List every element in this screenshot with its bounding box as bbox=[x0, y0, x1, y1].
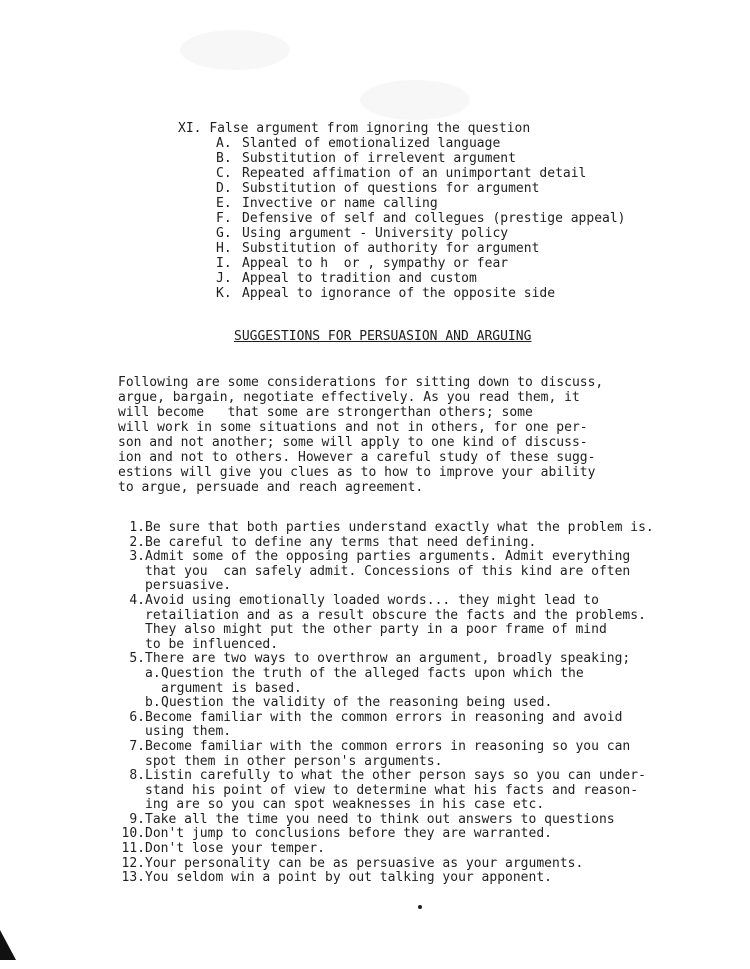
outline-section bbox=[178, 121, 626, 301]
scan-smudge bbox=[360, 80, 470, 120]
suggestion-line: Admit some of the opposing parties arguments. Admit everything bbox=[145, 549, 631, 565]
outline-item-letter: K. bbox=[216, 286, 232, 301]
suggestion-number: 2. bbox=[129, 534, 145, 550]
suggestion-number: 7. bbox=[129, 738, 145, 754]
suggestions-list bbox=[114, 521, 654, 886]
outline-item-text: Invective or name calling bbox=[242, 196, 438, 211]
suggestion-number: 3. bbox=[129, 549, 145, 565]
suggestion-text bbox=[145, 594, 646, 652]
sub-suggestion-line: argument is based. bbox=[161, 680, 302, 696]
suggestion-item bbox=[114, 711, 654, 740]
suggestion-item bbox=[114, 871, 654, 886]
intro-line: estions will give you clues as to how to improve your ability bbox=[118, 465, 596, 480]
outline-list bbox=[178, 136, 626, 301]
suggestion-line: Don't lose your temper. bbox=[145, 841, 326, 857]
suggestion-item bbox=[114, 652, 654, 710]
outline-item-letter: E. bbox=[216, 196, 232, 211]
suggestion-line: persuasive. bbox=[145, 578, 232, 594]
suggestion-line: stand his point of view to determine what his facts and reason- bbox=[145, 782, 639, 798]
outline-item-letter: F. bbox=[216, 211, 232, 226]
outline-item-text: Substitution of irrelevent argument bbox=[242, 151, 516, 166]
suggestion-item bbox=[114, 594, 654, 652]
intro-line: Following are some considerations for sitting down to discuss, bbox=[118, 375, 604, 390]
outline-item bbox=[216, 151, 626, 166]
sub-suggestion-line: Question the validity of the reasoning being used. bbox=[161, 695, 553, 711]
suggestion-line: Be careful to define any terms that need defining. bbox=[145, 534, 537, 550]
outline-item-text: Slanted of emotionalized language bbox=[242, 136, 501, 151]
scan-smudge bbox=[180, 30, 290, 70]
outline-item-text: Appeal to ignorance of the opposite side bbox=[242, 286, 556, 301]
outline-item-text: Substitution of authority for argument bbox=[242, 241, 540, 256]
intro-line: ion and not to others. However a careful study of these sugg- bbox=[118, 450, 596, 465]
outline-item-letter: G. bbox=[216, 226, 232, 241]
outline-item-letter: A. bbox=[216, 136, 232, 151]
suggestion-line: ing are so you can spot weaknesses in his case etc. bbox=[145, 797, 545, 813]
outline-numeral: XI. bbox=[178, 121, 202, 136]
suggestion-number: 5. bbox=[129, 651, 145, 667]
suggestion-number: 4. bbox=[129, 592, 145, 608]
suggestion-text bbox=[145, 813, 615, 828]
suggestion-number: 6. bbox=[129, 709, 145, 725]
suggestion-number: 1. bbox=[129, 520, 145, 535]
outline-item bbox=[216, 211, 626, 226]
suggestion-text bbox=[145, 550, 630, 594]
outline-item-letter: B. bbox=[216, 151, 232, 166]
suggestion-line: Take all the time you need to think out answers to questions bbox=[145, 811, 615, 827]
outline-item bbox=[216, 226, 626, 241]
suggestion-item bbox=[114, 813, 654, 828]
suggestion-text bbox=[145, 769, 646, 813]
corner-mark bbox=[0, 930, 16, 960]
suggestion-item bbox=[114, 550, 654, 594]
section-heading: SUGGESTIONS FOR PERSUASION AND ARGUING bbox=[234, 329, 532, 344]
suggestion-text bbox=[145, 740, 630, 769]
suggestion-line: Avoid using emotionally loaded words... they might lead to bbox=[145, 592, 599, 608]
suggestion-item bbox=[114, 857, 654, 872]
suggestion-item bbox=[114, 769, 654, 813]
outline-item bbox=[216, 256, 626, 271]
suggestion-text bbox=[145, 652, 630, 710]
intro-line: son and not another; some will apply to one kind of discuss- bbox=[118, 435, 588, 450]
suggestion-number: 9. bbox=[129, 811, 145, 827]
suggestion-number: 10. bbox=[121, 826, 145, 842]
outline-heading bbox=[178, 121, 626, 136]
outline-item-text: Using argument - University policy bbox=[242, 226, 509, 241]
outline-item bbox=[216, 136, 626, 151]
suggestion-line: They also might put the other party in a poor frame of mind bbox=[145, 622, 607, 638]
suggestion-line: retailiation and as a result obscure the facts and the problems. bbox=[145, 607, 646, 623]
sub-suggestion-line: Question the truth of the alleged facts upon which the bbox=[161, 665, 584, 681]
suggestion-number: 11. bbox=[121, 841, 145, 857]
intro-line: to argue, persuade and reach agreement. bbox=[118, 480, 424, 495]
outline-item-letter: D. bbox=[216, 181, 232, 196]
suggestion-line: Your personality can be as persuasive as your arguments. bbox=[145, 855, 584, 871]
suggestion-line: Listin carefully to what the other person says so you can under- bbox=[145, 768, 646, 784]
suggestion-item bbox=[114, 842, 654, 857]
sub-suggestion-letter: a. bbox=[145, 665, 161, 681]
suggestion-text bbox=[145, 536, 536, 551]
suggestion-number: 8. bbox=[129, 768, 145, 784]
outline-item-letter: I. bbox=[216, 256, 232, 271]
suggestion-line: to be influenced. bbox=[145, 636, 279, 652]
outline-item bbox=[216, 241, 626, 256]
suggestion-item bbox=[114, 521, 654, 536]
suggestion-item bbox=[114, 827, 654, 842]
sub-suggestion-text bbox=[161, 696, 552, 711]
suggestion-item bbox=[114, 740, 654, 769]
intro-paragraph bbox=[118, 375, 603, 495]
outline-item-letter: J. bbox=[216, 271, 232, 286]
suggestion-line: Become familiar with the common errors in reasoning and avoid bbox=[145, 709, 623, 725]
suggestion-number: 13. bbox=[121, 870, 145, 886]
outline-title: False argument from ignoring the question bbox=[209, 121, 531, 136]
suggestion-line: using them. bbox=[145, 724, 232, 740]
intro-line: argue, bargain, negotiate effectively. As you read them, it bbox=[118, 390, 580, 405]
outline-item bbox=[216, 286, 626, 301]
suggestion-line: that you can safely admit. Concessions of this kind are often bbox=[145, 563, 631, 579]
sub-suggestion bbox=[145, 696, 630, 711]
outline-item-text: Appeal to tradition and custom bbox=[242, 271, 477, 286]
suggestion-line: Be sure that both parties understand exactly what the problem is. bbox=[145, 520, 654, 535]
suggestion-text bbox=[145, 521, 654, 536]
suggestion-text bbox=[145, 827, 552, 842]
intro-line: will work in some situations and not in others, for one per- bbox=[118, 420, 588, 435]
suggestion-line: There are two ways to overthrow an argument, broadly speaking; bbox=[145, 651, 631, 667]
outline-item bbox=[216, 166, 626, 181]
outline-item-text: Repeated affimation of an unimportant detail bbox=[242, 166, 587, 181]
suggestion-line: Become familiar with the common errors in reasoning so you can bbox=[145, 738, 631, 754]
outline-item-text: Substitution of questions for argument bbox=[242, 181, 540, 196]
outline-item-letter: H. bbox=[216, 241, 232, 256]
suggestion-text bbox=[145, 857, 583, 872]
suggestion-text bbox=[145, 842, 325, 857]
outline-item bbox=[216, 181, 626, 196]
scan-dot bbox=[418, 905, 422, 909]
suggestion-text bbox=[145, 711, 622, 740]
outline-item bbox=[216, 196, 626, 211]
suggestion-line: You seldom win a point by out talking your apponent. bbox=[145, 870, 552, 886]
outline-item-letter: C. bbox=[216, 166, 232, 181]
sub-suggestion bbox=[145, 667, 630, 696]
suggestion-line: Don't jump to conclusions before they are warranted. bbox=[145, 826, 552, 842]
sub-suggestion-text bbox=[161, 667, 584, 696]
outline-item bbox=[216, 271, 626, 286]
intro-line: will become that some are strongerthan others; some bbox=[118, 405, 533, 420]
outline-item-text: Appeal to h or , sympathy or fear bbox=[242, 256, 509, 271]
suggestion-text bbox=[145, 871, 552, 886]
suggestion-number: 12. bbox=[121, 855, 145, 871]
suggestion-item bbox=[114, 536, 654, 551]
suggestion-line: spot them in other person's arguments. bbox=[145, 753, 443, 769]
outline-item-text: Defensive of self and collegues (prestige appeal) bbox=[242, 211, 626, 226]
sub-suggestion-letter: b. bbox=[145, 695, 161, 711]
